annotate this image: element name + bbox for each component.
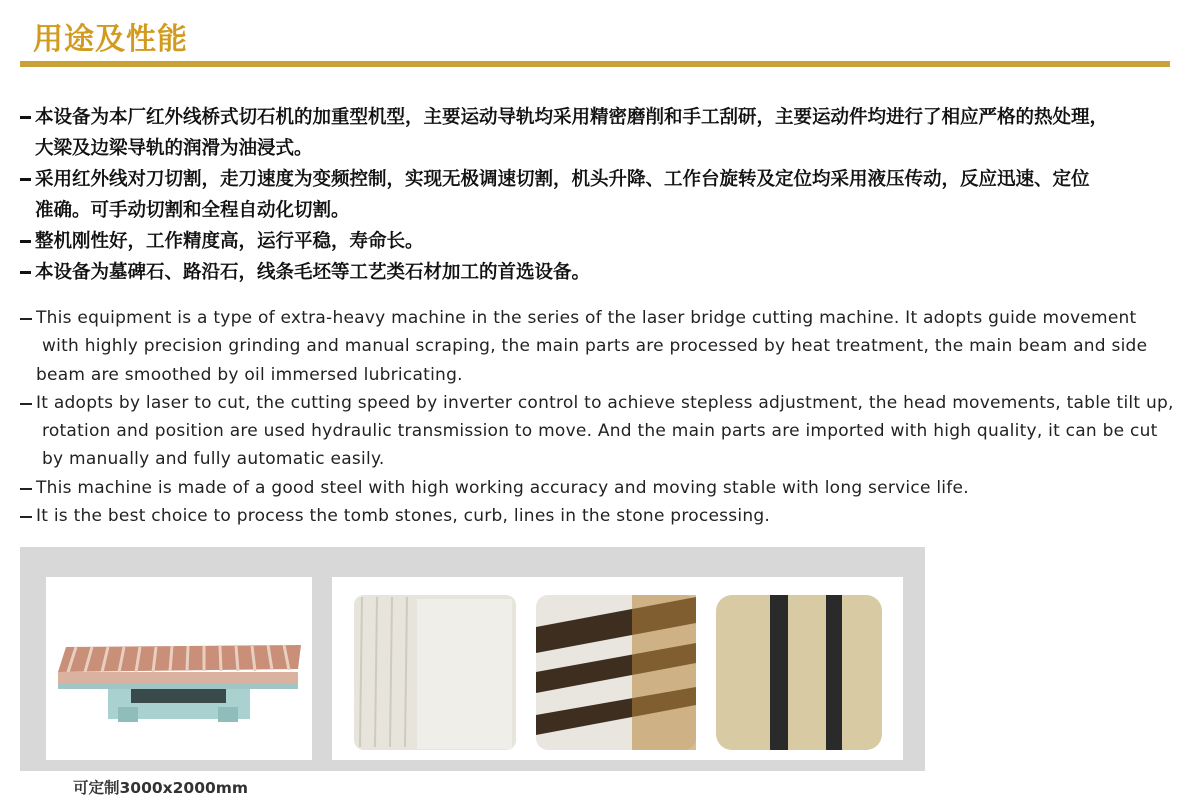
zh-point-2 (20, 164, 1180, 226)
zh-point-3-line-1: 整机刚性好，工作精度高，运行平稳，寿命长。 (35, 231, 424, 252)
en-point-2 (20, 389, 1180, 474)
zh-point-2-line-1: 采用红外线对刀切割，走刀速度为变频控制，实现无极调速切割，机头升降、工作台旋转及定位均采用液压传动，反应迅速、定位 (35, 169, 1090, 190)
en-point-4 (20, 502, 1180, 530)
zh-point-3 (20, 226, 1180, 257)
zh-point-4 (20, 257, 1180, 288)
stone-slabs-sample (354, 595, 516, 750)
en-point-2-line-1: It adopts by laser to cut, the cutting speed by inverter control to achieve stepless adjustment, the head movements, table tilt up, (36, 392, 1174, 413)
en-point-1 (20, 304, 1180, 389)
photo-band (20, 547, 925, 771)
table-trim (58, 683, 298, 689)
en-point-3-line-1: This machine is made of a good steel with high working accuracy and moving stable with long service life. (36, 477, 969, 498)
en-point-1-line-3: beam are smoothed by oil immersed lubricating. (36, 364, 463, 385)
zh-point-4-line-1: 本设备为墓碑石、路沿石，线条毛坯等工艺类石材加工的首选设备。 (35, 262, 591, 283)
curb-stones-sample (536, 595, 696, 750)
worktable-image (46, 577, 312, 760)
worktable-photo-panel (46, 577, 312, 760)
en-point-2-line-2: rotation and position are used hydraulic transmission to move. And the main parts are imported with high quality, it can be cut (42, 421, 1158, 442)
en-point-4-line-1: It is the best choice to process the tomb stones, curb, lines in the stone processing. (36, 506, 771, 527)
english-description (20, 304, 1180, 530)
zh-point-1-line-2: 大梁及边梁导轨的润滑为油浸式。 (35, 138, 313, 159)
en-point-1-line-2: with highly precision grinding and manual scraping, the main parts are processed by heat treatment, the main beam and side (42, 336, 1148, 357)
en-point-2-line-3: by manually and fully automatic easily. (42, 449, 385, 470)
title-divider (20, 61, 1170, 67)
table-mechanism (131, 689, 226, 703)
en-point-3 (20, 474, 1180, 502)
chinese-description (20, 102, 1180, 288)
size-caption: 可定制3000x2000mm (73, 779, 249, 797)
zh-point-1-line-1: 本设备为本厂红外线桥式切石机的加重型机型，主要运动导轨均采用精密磨削和手工刮研，主要运动件均进行了相应严格的热处理， (35, 107, 1109, 128)
table-top (58, 645, 301, 672)
section-title: 用途及性能 (33, 22, 188, 57)
zh-point-2-line-2: 准确。可手动切割和全程自动化切割。 (35, 200, 350, 221)
stone-samples-panel (332, 577, 903, 760)
en-point-1-line-1: This equipment is a type of extra-heavy machine in the series of the laser bridge cutting machine. It adopts guide movement (36, 308, 1137, 328)
zh-point-1 (20, 102, 1180, 164)
tomb-stone-sample (716, 595, 882, 750)
table-edge (58, 672, 298, 684)
stone-samples-image (332, 577, 903, 760)
